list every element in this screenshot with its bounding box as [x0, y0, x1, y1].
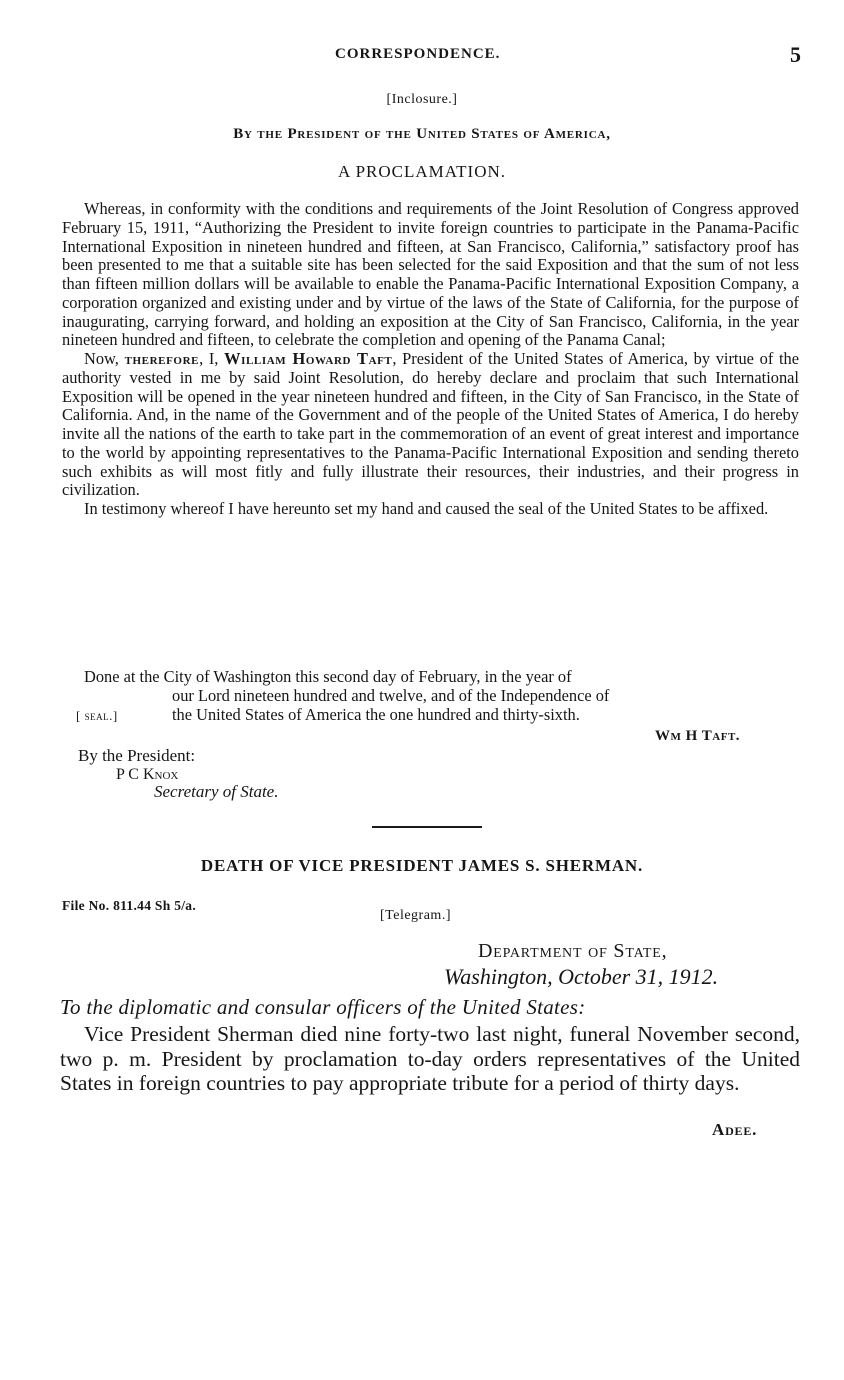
dateline: Washington, October 31, 1912.: [444, 964, 719, 989]
addressee-line: To the diplomatic and consular officers of the United States:: [60, 995, 586, 1019]
by-the-president: By the President:: [78, 746, 196, 765]
file-number: File No. 811.44 Sh 5/a.: [62, 898, 197, 913]
department-heading: Department of State,: [478, 940, 668, 962]
done-at-block: [62, 668, 802, 724]
proclamation-heading: A PROCLAMATION.: [337, 162, 507, 181]
president-name: William Howard Taft: [224, 349, 393, 368]
proclamation-paragraph-testimony: In testimony whereof I have hereunto set my hand and caused the seal of the United States to be affixed.: [84, 499, 769, 518]
section-divider: [372, 826, 482, 828]
taft-signature: Wm H Taft.: [655, 728, 741, 744]
done-line-1: Done at the City of Washington this second day of February, in the year of: [84, 667, 572, 686]
secretary-title: Secretary of State.: [154, 782, 279, 801]
done-line-3: the United States of America the one hundred and thirty-sixth.: [172, 704, 580, 724]
page-number: 5: [790, 42, 801, 67]
now-lead: Now,: [84, 349, 125, 368]
telegram-label: [Telegram.]: [380, 908, 451, 923]
knox-name: P C Knox: [116, 766, 179, 783]
proclamation-body: [62, 200, 799, 519]
done-line-2: our Lord nineteen hundred and twelve, and of the Independence of: [172, 685, 610, 705]
inclosure-label: [Inclosure.]: [386, 92, 458, 107]
adee-signature: Adee.: [712, 1120, 758, 1139]
section-title: DEATH OF VICE PRESIDENT JAMES S. SHERMAN.: [200, 856, 644, 875]
now-rest: , President of the United States of America, by virtue of the authority vested in me by said Joint Resolution, do hereby declare and proclaim that such International Exposition will be opened in the year nineteen hundred and fifteen, in the City of San Francisco, in the State of California. And, in the name of the Government and of the people of the United States of America, I do hereby invite all the nations of the earth to take part in the commemoration of an event of great interest and importance to the world by appointing representatives to the Panama-Pacific International Exposition and sending thereto such exhibits as will most fitly and fully illustrate their resources, their industries, and their progress in civilization.: [62, 349, 800, 500]
therefore-word: therefore: [124, 349, 200, 368]
telegram-paragraph: Vice President Sherman died nine forty-two last night, funeral November second, two p. m. President by proclamation to-day orders representatives of the United States in foreign countries to pay appropriate tribute for a period of thirty days.: [60, 1022, 800, 1095]
proclamation-paragraph-now: [62, 350, 799, 500]
running-title: CORRESPONDENCE.: [335, 46, 501, 62]
seal-marker: [ seal.]: [76, 708, 118, 723]
by-president-heading: By the President of the United States of America,: [233, 126, 611, 142]
now-mid: , I,: [199, 349, 225, 368]
telegram-body: [60, 1022, 800, 1096]
proclamation-paragraph-whereas: Whereas, in conformity with the conditions and requirements of the Joint Resolution of Congress approved February 15, 1911, “Authorizing the President to invite foreign countries to participate in the Panama-Pacific International Exposition in nineteen hundred and fifteen, at San Francisco, California,” satisfactory proof has been presented to me that a suitable site has been selected for the said Exposition and that the sum of not less than fifteen million dollars will be available to enable the Panama-Pacific International Exposition Company, a corporation organized and existing under and by virtue of the laws of the State of California, for the purpose of inaugurating, carrying forward, and holding an exposition at the City of San Francisco, California, in the year nineteen hundred and fifteen, to celebrate the completion and opening of the Panama Canal;: [62, 199, 799, 350]
